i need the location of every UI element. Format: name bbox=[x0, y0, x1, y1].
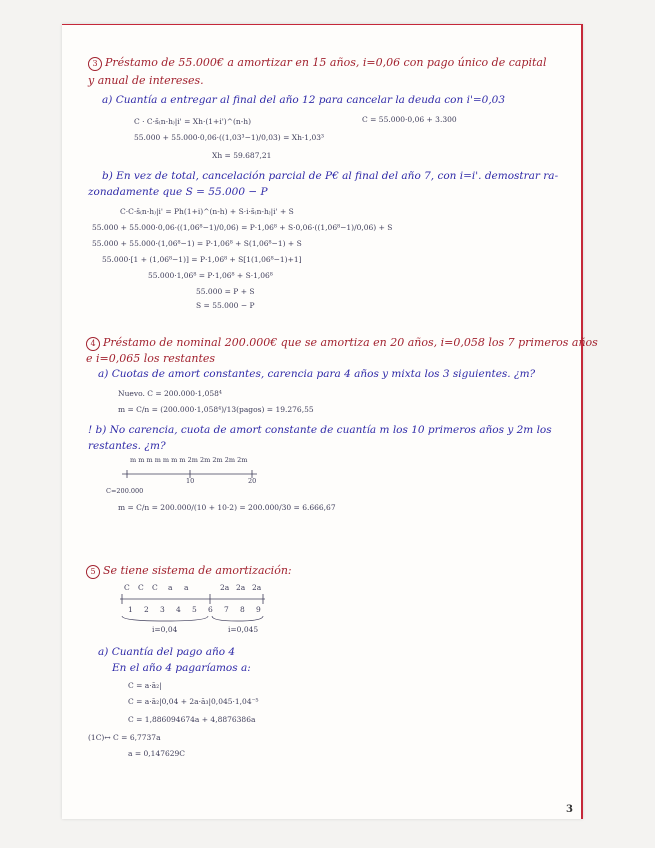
ex3-b-line-3: 55.000 + 55.000·(1,06⁸−1) = P·1,06⁸ + S(1,06⁸−1) + S bbox=[92, 239, 302, 248]
page-number: 3 bbox=[566, 804, 573, 815]
ex5-rate-braces bbox=[120, 615, 270, 625]
ex3-a-heading bbox=[102, 95, 505, 106]
ex5-rate-1: i=0,04 bbox=[152, 625, 178, 634]
ex3-b-line-6: 55.000 = P + S bbox=[196, 287, 255, 296]
ex5-timeline-nums bbox=[120, 605, 280, 615]
ex5-num-6: 6 bbox=[208, 605, 213, 614]
ex3-b-heading bbox=[102, 171, 558, 182]
ex3-b-line-1: C·C·s̄₍n-h₎|i' = Ph(1+i)^(n-h) + S·i·s̄₍n-h₎|i' + S bbox=[120, 207, 294, 216]
ex3-number: 3 bbox=[88, 57, 102, 71]
ex4-title-text: Préstamo de nominal 200.000€ que se amortiza en 20 años, i=0,058 los 7 primeros años bbox=[103, 336, 598, 349]
ex5-top-2: C bbox=[138, 583, 144, 592]
ex5-num-5: 5 bbox=[192, 605, 197, 614]
ex5-top-5: a bbox=[184, 583, 189, 592]
ex4-tick-10: 10 bbox=[186, 477, 195, 485]
ex5-a-line-4: (1C)↔ C = 6,7737a bbox=[88, 733, 161, 742]
ex4-timeline-top: m m m m m m m 2m 2m 2m 2m 2m bbox=[130, 456, 248, 464]
ex3-a-title: Cuantía a entregar al final del año 12 para cancelar la deuda con i'=0,03 bbox=[115, 94, 506, 106]
ex5-number: 5 bbox=[86, 565, 100, 579]
ex5-a-sub: En el año 4 pagaríamos a: bbox=[112, 662, 251, 674]
ex3-title-text: Préstamo de 55.000€ a amortizar en 15 años, i=0,06 con pago único de capital bbox=[105, 56, 547, 69]
ex3-title bbox=[88, 57, 546, 71]
ex5-a-line-3: C = 1,886094674a + 4,8876386a bbox=[128, 715, 256, 724]
ex4-a-title: Cuotas de amort constantes, carencia para 4 años y mixta los 3 siguientes. ¿m? bbox=[111, 368, 536, 380]
ex4-title bbox=[86, 337, 598, 351]
ex4-b-title: No carencia, cuota de amort constante de cuantía m los 10 primeros años y 2m los bbox=[109, 424, 552, 436]
ex5-a-line-2: C = a·ā₂|0,04 + 2a·ā₃|0,045·1,04⁻⁵ bbox=[128, 697, 259, 706]
ex5-a-line-1: C = a·ā₂| bbox=[128, 681, 162, 690]
ex3-a-line-1: C · C·s̄₍n-h₎|i' = Xh·(1+i')^(n-h) bbox=[134, 117, 252, 126]
ex3-b-line-5: 55.000·1,06⁸ = P·1,06⁸ + S·1,06⁸ bbox=[148, 271, 273, 280]
notebook-page bbox=[62, 24, 598, 819]
ex5-num-4: 4 bbox=[176, 605, 181, 614]
ex4-b-heading bbox=[88, 425, 552, 436]
ex4-number: 4 bbox=[86, 337, 100, 351]
ex3-b-title: En vez de total, cancelación parcial de P€ al final del año 7, con i=i'. demostrar ra- bbox=[116, 170, 559, 182]
ex5-title bbox=[86, 565, 292, 579]
ex3-b-line-7: S = 55.000 − P bbox=[196, 301, 255, 310]
ex5-timeline-top bbox=[120, 583, 280, 593]
ex5-rate-2: i=0,045 bbox=[228, 625, 259, 634]
ex4-timeline-c: C=200.000 bbox=[106, 487, 144, 495]
ex4-title-cont: e i=0,065 los restantes bbox=[86, 352, 216, 365]
ex5-num-7: 7 bbox=[224, 605, 229, 614]
ex3-b-line-2: 55.000 + 55.000·0,06·((1,06⁸−1)/0,06) = P·1,06⁸ + S·0,06·((1,06⁸−1)/0,06) + S bbox=[92, 223, 393, 232]
ex3-a-label: a) bbox=[102, 94, 113, 106]
ex5-a-label: a) bbox=[98, 646, 109, 658]
ex4-b-title-cont: restantes. ¿m? bbox=[88, 440, 166, 452]
ex3-b-title-cont: zonadamente que S = 55.000 − P bbox=[88, 186, 268, 198]
ex5-num-9: 9 bbox=[256, 605, 261, 614]
ex5-a-line-5: a = 0,147629C bbox=[128, 749, 186, 758]
ex3-b-label: b) bbox=[102, 170, 113, 182]
ex3-title-cont: y anual de intereses. bbox=[88, 74, 204, 87]
ex5-top-8: 2a bbox=[252, 583, 262, 592]
ex5-top-1: C bbox=[124, 583, 130, 592]
ex4-tick-20: 20 bbox=[248, 477, 257, 485]
ex5-top-7: 2a bbox=[236, 583, 246, 592]
ex3-a-line-4: Xh = 59.687,21 bbox=[212, 151, 272, 160]
ex5-top-4: a bbox=[168, 583, 173, 592]
ex5-a-title: Cuantía del pago año 4 bbox=[111, 646, 236, 658]
ex3-a-line-2: C = 55.000·0,06 + 3.300 bbox=[362, 115, 457, 124]
ex5-top-3: C bbox=[152, 583, 158, 592]
ex3-b-line-4: 55.000·[1 + (1,06⁸−1)] = P·1,06⁸ + S[1(1,06⁸−1)+1] bbox=[102, 255, 302, 264]
ex3-a-line-3: 55.000 + 55.000·0,06·((1,03³−1)/0,03) = Xh·1,03³ bbox=[134, 133, 325, 142]
ex5-a-heading bbox=[98, 647, 235, 658]
ex4-a-line-1: Nuevo. C = 200.000·1,058⁴ bbox=[118, 389, 222, 398]
ex5-title-text: Se tiene sistema de amortización: bbox=[103, 564, 292, 577]
ex4-a-line-2: m = C/n = (200.000·1,058⁴)/13(pagos) = 19.276,55 bbox=[118, 405, 314, 414]
ex4-a-heading bbox=[98, 369, 535, 380]
ex5-num-2: 2 bbox=[144, 605, 149, 614]
ex5-num-1: 1 bbox=[128, 605, 133, 614]
ex5-timeline-line bbox=[120, 593, 270, 605]
ex5-num-3: 3 bbox=[160, 605, 165, 614]
ex4-b-line-1: m = C/n = 200.000/(10 + 10·2) = 200.000/30 = 6.666,67 bbox=[118, 503, 336, 512]
ex4-a-label: a) bbox=[98, 368, 109, 380]
ex5-top-6: 2a bbox=[220, 583, 230, 592]
ex4-b-label: ! b) bbox=[88, 424, 107, 436]
ex5-num-8: 8 bbox=[240, 605, 245, 614]
